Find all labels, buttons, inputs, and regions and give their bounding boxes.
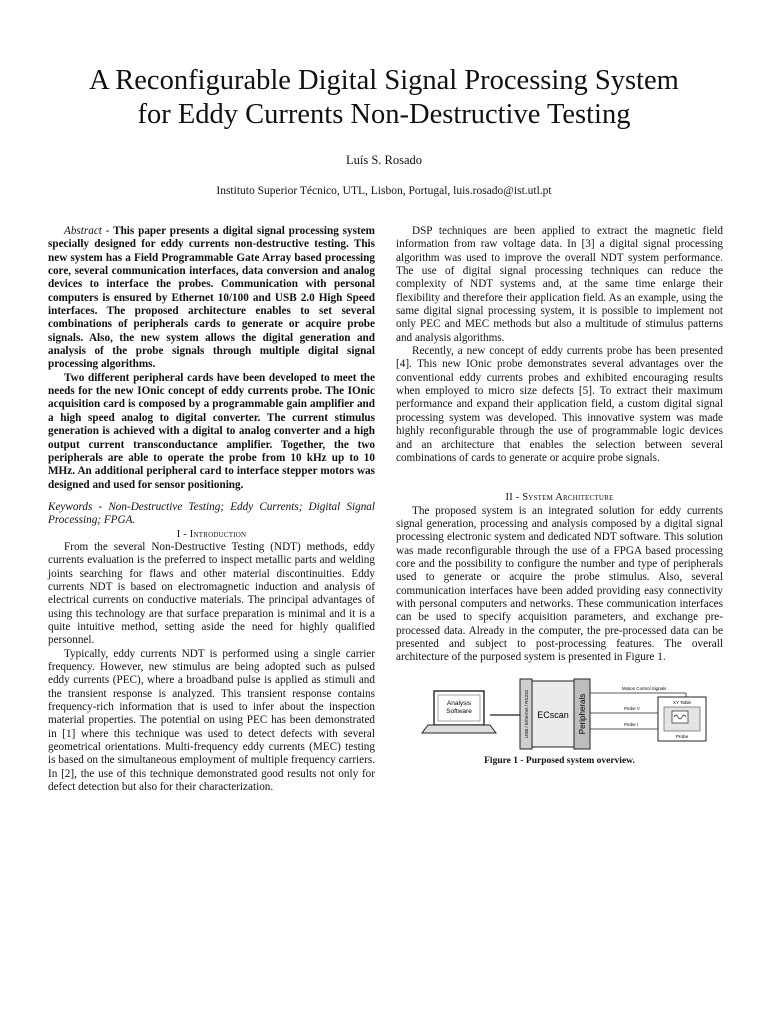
architecture-paragraph: The proposed system is an integrated solution for eddy currents signal generation, processing and analysis composed by a digital signal processing electronic system and dedicated NDT software. This solution was made reconfigurable through the use of a FPGA based processing core and the possibility to configure the number and type of peripherals used to generate or acquire the probe stimulus. Also, several communication interfaces have been added providing easy connectivity with personal computers and networks. These communication interfaces can be used to specify acquisition parameters, and exchange pre-processed data. Already in the computer, the pre-processed data can be presented and subject to post-processing features. The overall architecture of the purposed system is presented in Figure 1. (396, 504, 723, 664)
author-name: Luís S. Rosado (345, 153, 423, 167)
dsp-paragraph: DSP techniques are been applied to extract the magnetic field information from raw voltage data. In [3] a digital signal processing algorithm was used to improve the overall NDT system performance. The use of digital signal processing techniques can reduce the complexity of NDT systems and, at the same time enlarge their flexibility and therefore their application field. As an example, using the same digital signal processing system, it is possible to implement not only PEC and MEC methods but also a multitude of stimulus patterns and analysis algorithms. (396, 225, 723, 344)
interface-label: USB / Ethernet / RS232 (523, 689, 529, 738)
right-column (396, 225, 723, 768)
paper-title (40, 64, 728, 132)
probe-v-label: Probe V (623, 705, 640, 711)
intro-paragraph-2: Typically, eddy currents NDT is performed using a single carrier frequency. However, new stimulus are being adopted such as pulsed eddy currents (PEC), where a broadband pulse is applied as stimuli and the transient response is analyzed. This transient response contains frequency-rich information that is used to infer about the inspection material properties. The potential on using PEC has been demonstrated in [1] where this technique was used to detect defects with several geometrical orientations. Multi-frequency eddy currents (MEC) testing is based on the simultaneous employment of multiple frequency carriers. In [2], the use of this technique demonstrated good results not only for defect detection but also for their characterization. (48, 647, 375, 794)
figure-1 (396, 677, 723, 769)
keywords: Keywords - Non-Destructive Testing; Eddy Currents; Digital Signal Processing; FPGA. (48, 500, 375, 527)
intro-paragraph-1: From the several Non-Destructive Testing (NDT) methods, eddy currents evaluation is the preferred to inspect metallic parts and welding joints searching for flaws and other material discontinuities. Eddy currents NDT is based on electromagnetic induction and analysis of electrical currents on conductive materials. The principal advantages of using this technology are that surface preparation is minimal and it is a quite intuitive method, setting aside the need for highly qualified personnel. (48, 540, 375, 647)
peripherals-label: Peripherals (577, 693, 587, 734)
analysis-software-label-2: Software (445, 707, 472, 715)
xy-table-label: XY Table (672, 699, 691, 705)
figure-caption: Figure 1 - Purposed system overview. (484, 756, 635, 766)
motion-control-label: Motion Control Signals (621, 685, 666, 691)
ecscan-label: ECscan (536, 709, 569, 720)
abstract-lead: Abstract - (64, 225, 110, 237)
author-affiliation: Instituto Superior Técnico, UTL, Lisbon, Portugal, luis.rosado@ist.utl.pt (216, 185, 552, 197)
abstract-paragraph-2: Two different peripheral cards have been developed to meet the needs for the new IOnic concept of eddy currents probe. The IOnic acquisition card is composed by a programmable gain amplifier and a high speed analog to digital converter. The current stimulus generation is achieved with a digital to analog converter and a high output current transconductance amplifier. Together, the two peripherals are able to operate the probe from 10 kHz up to 10 MHz. An additional peripheral card to interface stepper motors was designed and used for sensor positioning. (48, 371, 375, 491)
title-line-2: for Eddy Currents Non-Destructive Testing (137, 99, 631, 130)
section-heading-introduction: I - Introduction (176, 528, 247, 540)
title-line-1: A Reconfigurable Digital Signal Processing System (89, 65, 679, 96)
probe-coil-icon (672, 711, 688, 723)
abstract-text-1: This paper presents a digital signal processing system specially designed for eddy currents non-destructive testing. This new system has a Field Programmable Gate Array based processing core, several communication interfaces, data conversion and analog devices to interface the probes. Communication with personal computers is ensured by Ethernet 10/100 and USB 2.0 High Speed interfaces. The proposed architecture enables to set several combinations of peripherals cards to generate or acquire probe signals. Also, the new system allows the digital generation and analysis of the probe signals through multiple digital signal processing algorithms. (48, 225, 375, 371)
analysis-software-label-1: Analysis (446, 699, 471, 707)
left-column (48, 225, 375, 794)
section-heading-architecture: II - System Architecture (505, 492, 614, 504)
probe-label: Probe (675, 733, 688, 739)
abstract-paragraph-1 (48, 225, 375, 372)
ionic-paragraph: Recently, a new concept of eddy currents probe has been presented [4]. This new IOnic probe demonstrates several advantages over the conventional eddy currents probes and exhibited encouraging results when employed to micro size defects [5]. To extract their maximum performance and expand their application field, a custom digital signal processing system was developed. This innovative system was made highly reconfigurable through the use of programmable logic devices and an architecture that enables the selection between several combinations of cards to generate or acquire probe signals. (396, 345, 723, 464)
system-overview-diagram (410, 677, 710, 751)
probe-i-label: Probe I (623, 721, 638, 727)
